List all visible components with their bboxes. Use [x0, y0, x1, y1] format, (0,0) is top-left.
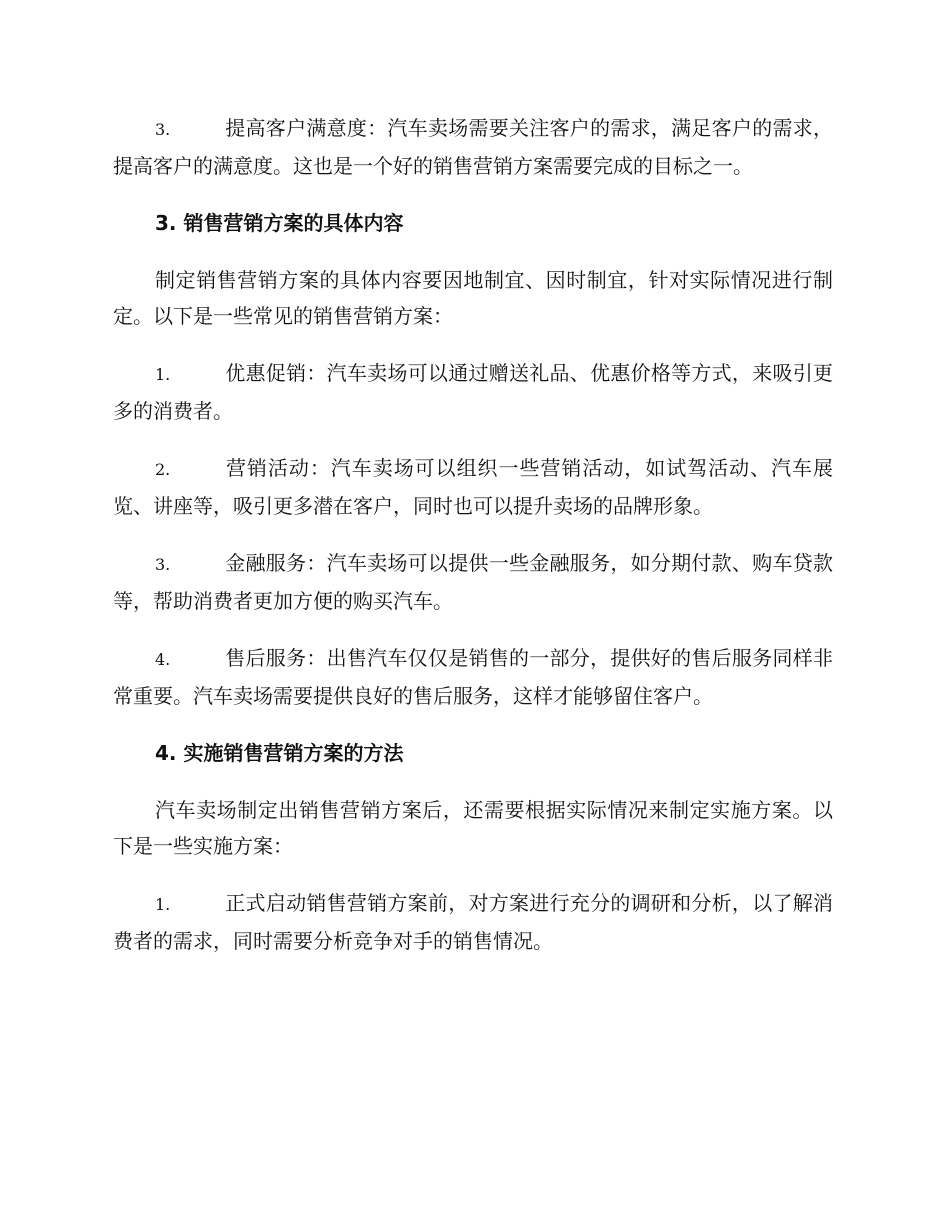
list-item-research: [113, 885, 833, 959]
list-number: 1.: [155, 365, 171, 384]
section-3-intro: 制定销售营销方案的具体内容要因地制宜、因时制宜，针对实际情况进行制定。以下是一些常见的销售营销方案：: [113, 268, 833, 328]
list-item-financial-services: [113, 545, 833, 619]
section-heading-3: 3. 销售营销方案的具体内容: [155, 211, 404, 235]
list-item-marketing-events: [113, 450, 833, 524]
list-number: 1.: [155, 895, 171, 914]
list-item-promotion: [113, 355, 833, 429]
list-item-after-sales: [113, 640, 833, 714]
list-item-customer-satisfaction: [113, 110, 833, 184]
list-item-text: 提高客户满意度：汽车卖场需要关注客户的需求，满足客户的需求，提高客户的满意度。这也是一个好的销售营销方案需要完成的目标之一。: [113, 116, 833, 178]
list-item-text: 营销活动：汽车卖场可以组织一些营销活动，如试驾活动、汽车展览、讲座等，吸引更多潜在客户，同时也可以提升卖场的品牌形象。: [113, 456, 833, 518]
list-item-text: 金融服务：汽车卖场可以提供一些金融服务，如分期付款、购车贷款等，帮助消费者更加方便的购买汽车。: [113, 551, 833, 613]
list-number: 3.: [155, 120, 171, 139]
list-number: 4.: [155, 650, 171, 669]
list-number: 2.: [155, 460, 171, 479]
list-item-text: 正式启动销售营销方案前，对方案进行充分的调研和分析，以了解消费者的需求，同时需要分析竞争对手的销售情况。: [113, 891, 833, 953]
list-item-text: 优惠促销：汽车卖场可以通过赠送礼品、优惠价格等方式，来吸引更多的消费者。: [113, 361, 833, 423]
list-number: 3.: [155, 555, 171, 574]
section-heading-4: 4. 实施销售营销方案的方法: [155, 741, 404, 765]
section-4-intro: 汽车卖场制定出销售营销方案后，还需要根据实际情况来制定实施方案。以下是一些实施方案：: [113, 798, 833, 858]
document-body: [113, 110, 833, 980]
list-item-text: 售后服务：出售汽车仅仅是销售的一部分，提供好的售后服务同样非常重要。汽车卖场需要提供良好的售后服务，这样才能够留住客户。: [113, 646, 833, 708]
